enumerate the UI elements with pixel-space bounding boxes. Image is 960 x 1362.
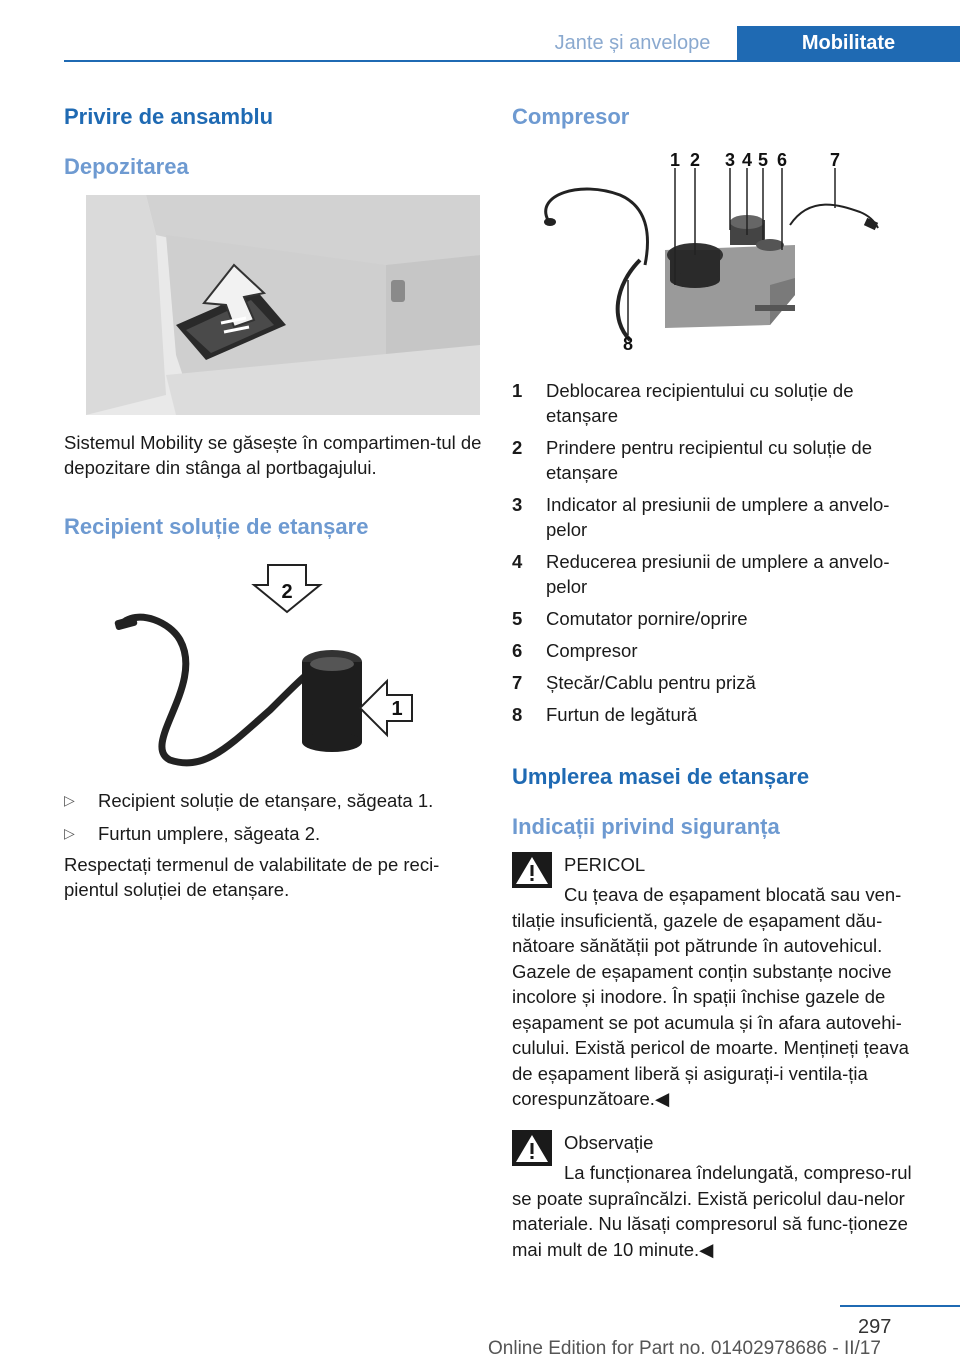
list-item: ▷ Recipient soluție de etanșare, săgeata 1. (64, 790, 434, 811)
list-item: 8 Furtun de legătură (512, 704, 698, 725)
list-item: 1 Deblocarea recipientului cu soluție de etanșare (512, 380, 854, 426)
compressor-callout-6: 6 (776, 150, 788, 170)
danger-text: Cu țeava de eșapament blocată sau ven-tilație insuficientă, gazele de eșapament dău-nătoare sănătății pot pătrunde în autovehicul. Gazele de eșapament conțin substanțe nocive incolore și inodore. În spații închise gazele de eșapament se pot acumula și în afara autovehi-culului. Există pericol de moarte. Mențineți țeava de eșapament liberă și asigurați-i ventila-ția corespunzătoare.◀ (512, 884, 909, 1109)
container-parts-list (64, 788, 484, 854)
heading-compressor: Compresor (512, 104, 630, 129)
list-item: 3 Indicator al presiunii de umplere a anvelo-pelor (512, 494, 890, 540)
heading-filling-sealant: Umplerea masei de etanșare (512, 764, 810, 789)
heading-storage: Depozitarea (64, 154, 189, 179)
header-rule (64, 60, 960, 62)
compressor-callout-1: 1 (669, 150, 681, 170)
sealant-container-illustration (110, 560, 430, 770)
heading-overview: Privire de ansamblu (64, 104, 274, 129)
footer-rule (840, 1305, 960, 1307)
header-section-tab: Mobilitate (737, 26, 960, 60)
container-callout-1: 1 (391, 698, 403, 720)
header-chapter-tab: Jante și anvelope (530, 26, 735, 60)
compressor-legend (512, 378, 912, 734)
note-title: Observație (564, 1132, 654, 1153)
heading-sealant-container: Recipient soluție de etanșare (64, 514, 369, 539)
danger-title: PERICOL (564, 854, 646, 875)
warning-triangle-icon (512, 1130, 552, 1166)
compressor-callout-3: 3 (724, 150, 736, 170)
triangle-bullet-icon: ▷ (64, 792, 75, 808)
compressor-callout-2: 2 (689, 150, 701, 170)
trunk-storage-illustration (86, 195, 480, 415)
compressor-callout-8: 8 (622, 334, 634, 354)
compressor-callout-5: 5 (757, 150, 769, 170)
list-item: ▷ Furtun umplere, săgeata 2. (64, 823, 321, 844)
list-item: 4 Reducerea presiunii de umplere a anvelo-pelor (512, 551, 890, 597)
footer-edition: Online Edition for Part no. 01402978686 - II/17 (488, 1338, 881, 1359)
expiry-note: Respectați termenul de valabilitate de pe reci-pientul soluției de etanșare. (64, 854, 440, 900)
list-item: 6 Compresor (512, 640, 638, 661)
list-item: 5 Comutator pornire/oprire (512, 608, 748, 629)
heading-safety-notes: Indicații privind siguranța (512, 814, 780, 839)
list-item: 7 Ștecăr/Cablu pentru priză (512, 672, 756, 693)
note-block (512, 1130, 932, 1262)
triangle-bullet-icon: ▷ (64, 825, 75, 841)
list-item: 2 Prindere pentru recipientul cu soluție de etanșare (512, 437, 872, 483)
compressor-callout-7: 7 (829, 150, 841, 170)
storage-description: Sistemul Mobility se găsește în compartimen-tul de depozitare din stânga al portbagajului. (64, 432, 482, 478)
page-number: 297 (858, 1316, 892, 1338)
compressor-callout-4: 4 (741, 150, 753, 170)
container-callout-2: 2 (281, 581, 293, 603)
note-text: La funcționarea îndelungată, compreso-rul se poate supraîncălzi. Există pericolul dau-nelor materiale. Nu lăsați compresorul să func-ționeze mai mult de 10 minute.◀ (512, 1162, 912, 1260)
warning-triangle-icon (512, 852, 552, 888)
danger-block (512, 852, 932, 1112)
compressor-illustration (540, 150, 880, 360)
